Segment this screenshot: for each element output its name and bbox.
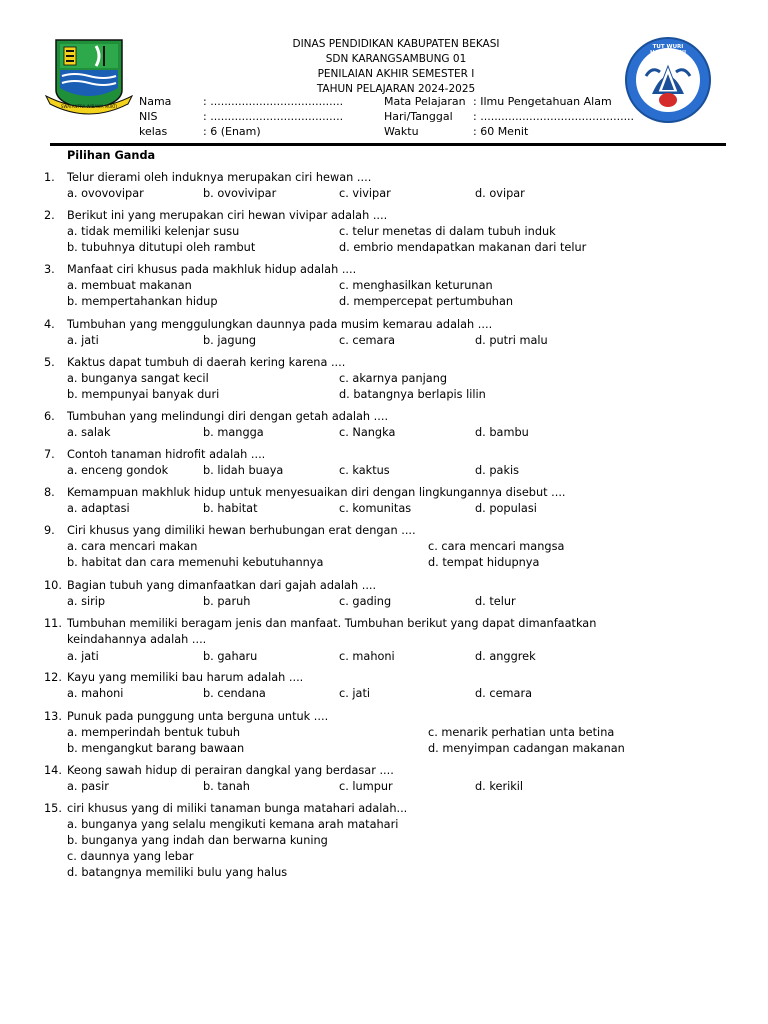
option-a[interactable]: a. pasir: [67, 780, 109, 793]
option-d[interactable]: d. mempercepat pertumbuhan: [339, 295, 514, 308]
question-text: Punuk pada punggung unta berguna untuk ....: [67, 710, 329, 723]
info-nis-label: NIS: [139, 110, 158, 123]
option-d[interactable]: d. ovipar: [475, 187, 525, 200]
option-a[interactable]: a. ovovovipar: [67, 187, 144, 200]
option-c[interactable]: c. telur menetas di dalam tubuh induk: [339, 225, 556, 238]
question-text: Ciri khusus yang dimiliki hewan berhubungan erat dengan ....: [67, 524, 416, 537]
option-c[interactable]: c. Nangka: [339, 426, 396, 439]
info-kelas-value: : 6 (Enam): [203, 125, 261, 138]
question-text: ciri khusus yang di miliki tanaman bunga matahari adalah...: [67, 802, 408, 815]
option-b[interactable]: b. mangga: [203, 426, 264, 439]
header-line-4: TAHUN PELAJARAN 2024-2025: [316, 83, 476, 95]
option-d[interactable]: d. anggrek: [475, 650, 536, 663]
question-text: Kaktus dapat tumbuh di daerah kering karena ....: [67, 356, 346, 369]
question-text: Kemampuan makhluk hidup untuk menyesuaikan diri dengan lingkungannya disebut ....: [67, 486, 566, 499]
option-d[interactable]: d. cemara: [475, 687, 533, 700]
option-a[interactable]: a. bunganya sangat kecil: [67, 372, 209, 385]
option-b[interactable]: b. bunganya yang indah dan berwarna kuning: [67, 834, 328, 847]
question-text: Kayu yang memiliki bau harum adalah ....: [67, 671, 304, 684]
question-number: 11.: [44, 617, 62, 630]
option-b[interactable]: b. lidah buaya: [203, 464, 284, 477]
option-c[interactable]: c. menarik perhatian unta betina: [428, 726, 615, 739]
option-c[interactable]: c. lumpur: [339, 780, 393, 793]
option-b[interactable]: b. habitat dan cara memenuhi kebutuhannya: [67, 556, 324, 569]
question-number: 10.: [44, 579, 62, 592]
option-a[interactable]: a. cara mencari makan: [67, 540, 198, 553]
info-waktu-label: Waktu: [384, 125, 419, 138]
option-b[interactable]: b. mengangkut barang bawaan: [67, 742, 245, 755]
header-line-2: SDN KARANGSAMBUNG 01: [325, 53, 467, 65]
option-d[interactable]: d. telur: [475, 595, 516, 608]
option-b[interactable]: b. jagung: [203, 334, 257, 347]
question-number: 6.: [44, 410, 55, 423]
right-logo-ribbon: TUT WURI HANDAYANI: [649, 44, 687, 56]
option-b[interactable]: b. mempertahankan hidup: [67, 295, 218, 308]
question-number: 4.: [44, 318, 55, 331]
option-d[interactable]: d. kerikil: [475, 780, 524, 793]
option-d[interactable]: d. batangnya memiliki bulu yang halus: [67, 866, 288, 879]
question-text: Telur dierami oleh induknya merupakan ciri hewan ....: [67, 171, 372, 184]
option-a[interactable]: a. memperindah bentuk tubuh: [67, 726, 241, 739]
option-b[interactable]: b. tubuhnya ditutupi oleh rambut: [67, 241, 256, 254]
option-c[interactable]: c. menghasilkan keturunan: [339, 279, 493, 292]
option-c[interactable]: c. jati: [339, 687, 371, 700]
option-a[interactable]: a. enceng gondok: [67, 464, 169, 477]
option-b[interactable]: b. gaharu: [203, 650, 258, 663]
option-a[interactable]: a. membuat makanan: [67, 279, 192, 292]
option-d[interactable]: d. tempat hidupnya: [428, 556, 540, 569]
info-nis-value: : ......................................: [203, 110, 344, 123]
option-d[interactable]: d. menyimpan cadangan makanan: [428, 742, 625, 755]
header-line-1: DINAS PENDIDIKAN KABUPATEN BEKASI: [292, 38, 500, 50]
info-nama-label: Nama: [139, 95, 172, 108]
question-text-continued: keindahannya adalah ....: [67, 633, 207, 646]
question-text: Keong sawah hidup di perairan dangkal yang berdasar ....: [67, 764, 394, 777]
option-c[interactable]: c. vivipar: [339, 187, 391, 200]
left-logo-ribbon: SWATANTRA WIBAWA MUKTI: [60, 104, 118, 109]
question-number: 7.: [44, 448, 55, 461]
option-a[interactable]: a. jati: [67, 334, 99, 347]
option-c[interactable]: c. cemara: [339, 334, 396, 347]
option-b[interactable]: b. tanah: [203, 780, 250, 793]
question-text: Tumbuhan yang melindungi diri dengan getah adalah ....: [67, 410, 389, 423]
question-text: Contoh tanaman hidrofit adalah ....: [67, 448, 266, 461]
question-number: 1.: [44, 171, 55, 184]
option-b[interactable]: b. cendana: [203, 687, 266, 700]
question-number: 9.: [44, 524, 55, 537]
question-text: Tumbuhan memiliki beragam jenis dan manfaat. Tumbuhan berikut yang dapat dimanfaatkan: [67, 617, 597, 630]
option-c[interactable]: c. akarnya panjang: [339, 372, 448, 385]
info-waktu-value: : 60 Menit: [473, 125, 529, 138]
question-number: 8.: [44, 486, 55, 499]
info-mapel-value: : Ilmu Pengetahuan Alam: [473, 95, 612, 108]
option-c[interactable]: c. komunitas: [339, 502, 412, 515]
question-number: 2.: [44, 209, 55, 222]
option-d[interactable]: d. bambu: [475, 426, 529, 439]
option-b[interactable]: b. mempunyai banyak duri: [67, 388, 220, 401]
option-c[interactable]: c. mahoni: [339, 650, 395, 663]
question-text: Manfaat ciri khusus pada makhluk hidup adalah ....: [67, 263, 357, 276]
info-hari-label: Hari/Tanggal: [384, 110, 453, 123]
option-c[interactable]: c. cara mencari mangsa: [428, 540, 565, 553]
option-b[interactable]: b. habitat: [203, 502, 258, 515]
question-number: 3.: [44, 263, 55, 276]
question-number: 14.: [44, 764, 62, 777]
option-b[interactable]: b. ovovivipar: [203, 187, 277, 200]
option-a[interactable]: a. bunganya yang selalu mengikuti kemana arah matahari: [67, 818, 399, 831]
option-a[interactable]: a. sirip: [67, 595, 106, 608]
question-text: Berikut ini yang merupakan ciri hewan vivipar adalah ....: [67, 209, 388, 222]
option-d[interactable]: d. batangnya berlapis lilin: [339, 388, 486, 401]
question-text: Bagian tubuh yang dimanfaatkan dari gajah adalah ....: [67, 579, 377, 592]
option-a[interactable]: a. tidak memiliki kelenjar susu: [67, 225, 240, 238]
option-c[interactable]: c. daunnya yang lebar: [67, 850, 194, 863]
option-c[interactable]: c. gading: [339, 595, 392, 608]
question-number: 15.: [44, 802, 62, 815]
option-a[interactable]: a. mahoni: [67, 687, 124, 700]
section-title: Pilihan Ganda: [67, 149, 156, 162]
option-d[interactable]: d. putri malu: [475, 334, 548, 347]
option-c[interactable]: c. kaktus: [339, 464, 390, 477]
header-divider: [50, 143, 726, 146]
info-hari-value: : ............................................: [473, 110, 635, 123]
info-nama-value: : ......................................: [203, 95, 344, 108]
option-a[interactable]: a. jati: [67, 650, 99, 663]
option-d[interactable]: d. pakis: [475, 464, 520, 477]
question-number: 5.: [44, 356, 55, 369]
option-b[interactable]: b. paruh: [203, 595, 251, 608]
info-kelas-label: kelas: [139, 125, 168, 138]
option-a[interactable]: a. adaptasi: [67, 502, 130, 515]
question-number: 13.: [44, 710, 62, 723]
info-mapel-label: Mata Pelajaran: [384, 95, 466, 108]
option-d[interactable]: d. populasi: [475, 502, 537, 515]
option-a[interactable]: a. salak: [67, 426, 111, 439]
question-text: Tumbuhan yang menggulungkan daunnya pada musim kemarau adalah ....: [67, 318, 493, 331]
question-number: 12.: [44, 671, 62, 684]
header-line-3: PENILAIAN AKHIR SEMESTER I: [317, 68, 475, 80]
option-d[interactable]: d. embrio mendapatkan makanan dari telur: [339, 241, 587, 254]
